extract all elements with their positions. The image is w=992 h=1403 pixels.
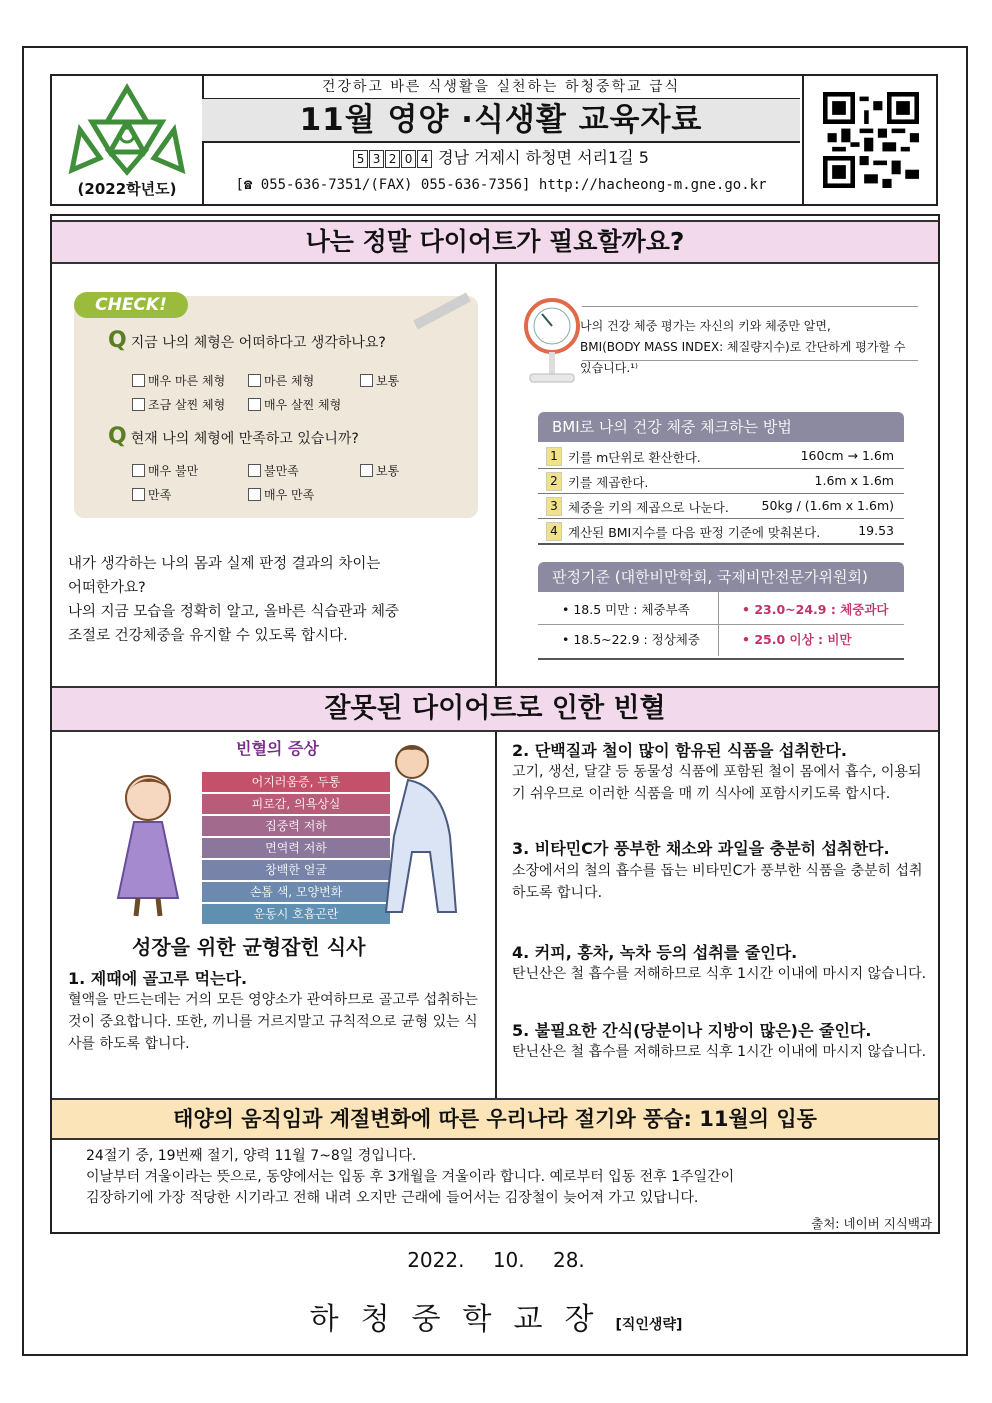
q2-option[interactable]: 불만족	[248, 462, 299, 479]
item-title: 1. 제때에 골고루 먹는다.	[68, 969, 248, 988]
q1-option[interactable]: 마른 체형	[248, 372, 314, 389]
step-number: 4	[546, 522, 562, 541]
para-line: 내가 생각하는 나의 몸과 실제 판정 결과의 차이는	[68, 556, 381, 572]
zip-digit: 5	[353, 150, 368, 168]
principal-name: 하청중학교장	[309, 1302, 616, 1337]
criteria-rule	[718, 592, 719, 656]
step-number: 1	[546, 447, 562, 466]
q1-option[interactable]: 매우 마른 체형	[132, 372, 225, 389]
header-center	[202, 76, 800, 204]
q1-option[interactable]: 매우 살찐 체형	[248, 396, 341, 413]
symptom-bar: 면역력 저하	[202, 838, 390, 858]
zip-digit: 4	[417, 150, 432, 168]
qr-cell	[802, 76, 938, 204]
diet-paragraph	[68, 552, 488, 648]
symptom-bar: 피로감, 의욕상실	[202, 794, 390, 814]
slogan: 건강하고 바른 식생활을 실천하는 하청중학교 급식	[202, 76, 800, 99]
question-1: Q지금 나의 체형은 어떠하다고 생각하나요?	[108, 328, 386, 353]
page-title: 11월 영양 ·식생활 교육자료	[202, 99, 800, 143]
dizzy-girl-illustration	[98, 758, 208, 918]
season-line: 24절기 중, 19번째 절기, 양력 11월 7~8일 경입니다.	[86, 1148, 417, 1164]
item-body: 혈액을 만드는데는 거의 모든 영양소가 관여하므로 골고루 섭취하는 것이 중요합니다. 또한, 끼니를 거르지말고 규칙적으로 균형 있는 식사를 하도록 합니다.	[68, 992, 478, 1052]
item-title: 2. 단백질과 철이 많이 함유된 식품을 섭취한다.	[512, 741, 847, 760]
step-value: 50kg / (1.6m x 1.6m)	[761, 498, 894, 513]
section-title-diet: 나는 정말 다이어트가 필요할까요?	[52, 220, 938, 264]
item-title: 4. 커피, 홍차, 녹차 등의 섭취를 줄인다.	[512, 943, 798, 962]
bmi-method-header: BMI로 나의 건강 체중 체크하는 방법	[538, 412, 904, 442]
intro-rule	[582, 360, 918, 361]
bmi-step	[538, 444, 904, 469]
zip-digit: 2	[385, 150, 400, 168]
item-body: 탄닌산은 철 흡수를 저해하므로 식후 1시간 이내에 마시지 않습니다.	[512, 1044, 927, 1060]
symptoms-title: 빈혈의 증상	[236, 739, 319, 758]
item-body: 탄닌산은 철 흡수를 저해하므로 식후 1시간 이내에 마시지 않습니다.	[512, 966, 927, 982]
step-number: 3	[546, 497, 562, 516]
para-line: 어떠한가요?	[68, 580, 146, 596]
step-text: 키를 제곱한다.	[568, 475, 649, 490]
address-line	[202, 143, 800, 171]
item-title: 5. 불필요한 간식(당분이나 지방이 많은)은 줄인다.	[512, 1021, 872, 1040]
step-value: 160cm → 1.6m	[800, 448, 894, 463]
item-title: 3. 비타민C가 풍부한 채소와 과일을 충분히 섭취한다.	[512, 839, 890, 858]
symptom-bar: 운동시 호흡곤란	[202, 904, 390, 924]
intro-line: BMI(BODY MASS INDEX: 체질량지수)로 간단하게 평가할 수 있습니다.¹⁾	[580, 340, 906, 375]
school-emblem-icon	[52, 80, 202, 180]
step-value: 19.53	[858, 523, 894, 538]
column-divider	[495, 732, 497, 1098]
zip-digit: 3	[369, 150, 384, 168]
step-text: 키를 m단위로 환산한다.	[568, 450, 701, 465]
section-title-season: 태양의 움직임과 계절변화에 따른 우리나라 절기와 풍습: 11월의 입동	[52, 1098, 938, 1140]
school-year: (2022학년도)	[77, 180, 177, 198]
tired-woman-illustration	[372, 736, 482, 926]
bmi-step	[538, 519, 904, 545]
item-2	[512, 738, 932, 805]
item-body: 소장에서의 철의 흡수를 돕는 비타민C가 풍부한 식품을 충분히 섭취하도록 합니다.	[512, 863, 923, 901]
step-text: 계산된 BMI지수를 다음 판정 기준에 맞춰본다.	[568, 525, 821, 540]
zip-digit: 0	[401, 150, 416, 168]
section-title-anemia: 잘못된 다이어트로 인한 빈혈	[52, 686, 938, 732]
issue-date: 2022. 10. 28.	[407, 1248, 585, 1272]
criteria-item: • 18.5 미만 : 체중부족	[562, 602, 690, 617]
item-4	[512, 940, 932, 985]
para-line: 조절로 건강체중을 유지할 수 있도록 합시다.	[68, 628, 348, 644]
bmi-step	[538, 469, 904, 494]
bmi-intro	[580, 316, 920, 379]
source-note: 출처: 네이버 지식백과	[811, 1216, 932, 1231]
address: 경남 거제시 하청면 서리1길 5	[438, 148, 649, 167]
symptom-bar: 어지러움증, 두통	[202, 772, 390, 792]
intro-line: 나의 건강 체중 평가는 자신의 키와 체중만 알면,	[580, 319, 831, 333]
bmi-step	[538, 494, 904, 519]
symptom-bar: 집중력 저하	[202, 816, 390, 836]
intro-rule	[582, 306, 918, 307]
column-divider	[495, 264, 497, 686]
q2-option[interactable]: 보통	[360, 462, 399, 479]
qr-code-icon[interactable]	[823, 92, 919, 188]
step-value: 1.6m x 1.6m	[814, 473, 894, 488]
season-line: 이날부터 겨울이라는 뜻으로, 동양에서는 입동 후 3개월을 겨울이라 합니다. 예로부터 입동 전후 1주일간이	[86, 1169, 735, 1185]
item-3	[512, 838, 932, 904]
criteria-item: • 18.5~22.9 : 정상체중	[562, 632, 700, 647]
step-text: 체중을 키의 제곱으로 나눈다.	[568, 500, 729, 515]
item-1	[68, 966, 488, 1055]
criteria-rule	[538, 624, 904, 625]
principal-signature	[0, 1294, 992, 1338]
q2-option[interactable]: 매우 불만	[132, 462, 198, 479]
check-tag: CHECK!	[74, 292, 188, 318]
q2-option[interactable]: 만족	[132, 486, 171, 503]
contact-info: [☎ 055-636-7351/(FAX) 055-636-7356] http://hacheong-m.gne.go.kr	[235, 177, 767, 193]
step-number: 2	[546, 472, 562, 491]
seal-note: [직인생략]	[615, 1317, 683, 1333]
criteria-header: 판정기준 (대한비만학회, 국제비만전문가위원회)	[538, 562, 904, 592]
question-1-text: 지금 나의 체형은 어떠하다고 생각하나요?	[130, 335, 386, 351]
symptom-bar: 창백한 얼굴	[202, 860, 390, 880]
criteria-item: • 25.0 이상 : 비만	[742, 632, 852, 647]
q1-option[interactable]: 보통	[360, 372, 399, 389]
question-2: Q현재 나의 체형에 만족하고 있습니까?	[108, 424, 359, 449]
balanced-meal-title: 성장을 위한 균형잡힌 식사	[132, 935, 366, 959]
question-2-text: 현재 나의 체형에 만족하고 있습니까?	[130, 431, 359, 447]
season-text	[86, 1146, 734, 1209]
para-line: 나의 지금 모습을 정확히 알고, 올바른 식습관과 체중	[68, 604, 400, 620]
logo-cell	[52, 76, 204, 204]
scale-icon	[522, 290, 586, 390]
header-table	[50, 74, 938, 206]
item-5	[512, 1018, 932, 1063]
season-line: 김장하기에 가장 적당한 시기라고 전해 내려 오지만 근래에 들어서는 김장철이 늦어져 가고 있답니다.	[86, 1190, 699, 1206]
item-body: 고기, 생선, 달걀 등 동물성 식품에 포함된 철이 몸에서 흡수, 이용되기 쉬우므로 이러한 식품을 매 끼 식사에 포함시키도록 합시다.	[512, 764, 922, 802]
main-content	[50, 214, 940, 1234]
symptom-bar: 손톱 색, 모양변화	[202, 882, 390, 902]
q1-option[interactable]: 조금 살찐 체형	[132, 396, 225, 413]
criteria-item: • 23.0~24.9 : 체중과다	[742, 602, 889, 617]
q2-option[interactable]: 매우 만족	[248, 486, 314, 503]
